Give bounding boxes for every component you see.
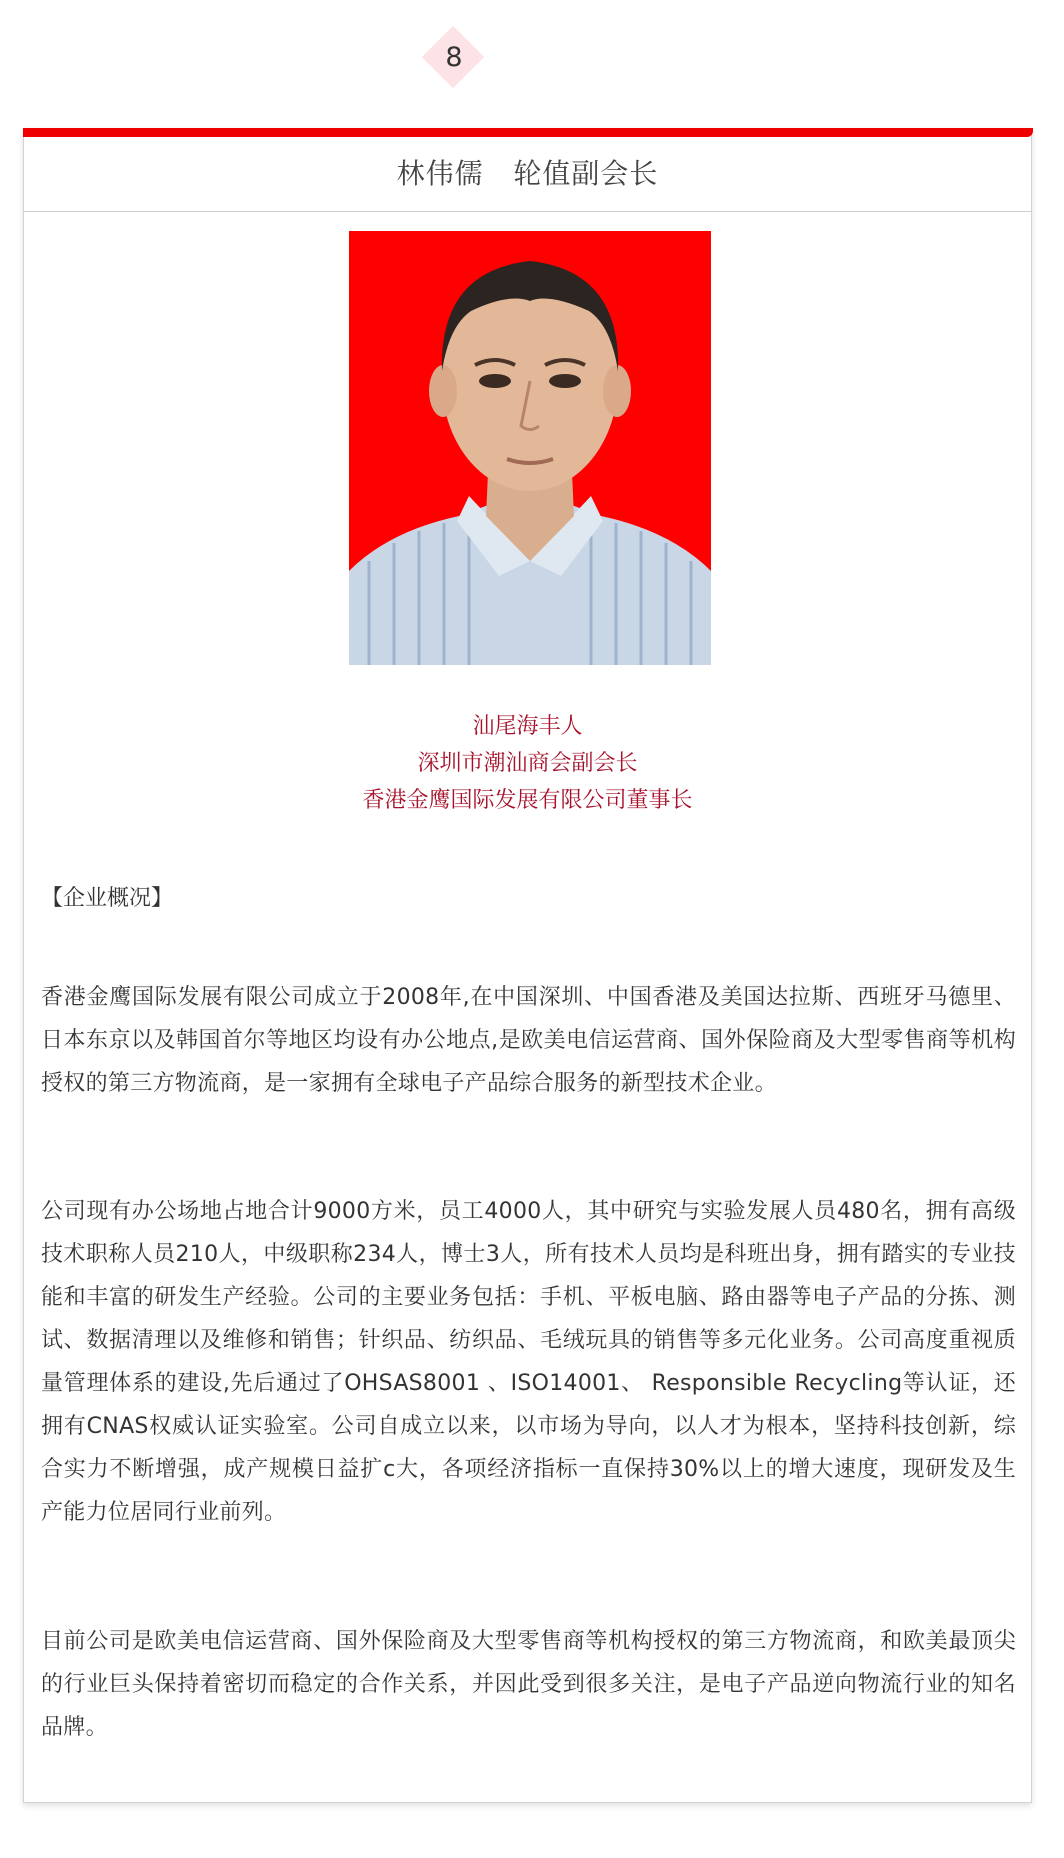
card-top-accent-bar [23, 128, 1033, 137]
paragraph-company-status: 目前公司是欧美电信运营商、国外保险商及大型零售商等机构授权的第三方物流商，和欧美最顶尖的行业巨头保持着密切而稳定的合作关系，并因此受到很多关注，是电子产品逆向物流行业的知名品牌。 [41, 1629, 1016, 1740]
profile-caption [24, 708, 1031, 819]
caption-line-hometown: 汕尾海丰人 [472, 714, 583, 739]
page-number: 8 [445, 42, 463, 73]
caption-line-chamber-role: 深圳市潮汕商会副会长 [417, 751, 638, 776]
portrait-illustration [349, 231, 711, 665]
profile-title [24, 137, 1031, 212]
paragraph-company-scale: 公司现有办公场地占地合计9000方米，员工4000人，其中研究与实验发展人员480名，拥有高级技术职称人员210人，中级职称234人，博士3人，所有技术人员均是科班出身，拥有踏实的专业技能和丰富的研发生产经验。公司的主要业务包括：手机、平板电脑、路由器等电子产品的分拣、测试、数据清理以及维修和销售；针织品、纺织品、毛绒玩具的销售等多元化业务。公司高度重视质量管理体系的建设,先后通过了OHSAS8001 、ISO14001、 Responsible Recycling等认证，还拥有CNAS权威认证实验室。公司自成立以来，以市场为导向，以人才为根本，坚持科技创新，综合实力不断增强，成产规模日益扩c大，各项经济指标一直保持30%以上的增大速度，现研发及生产能力位居同行业前列。 [41, 1199, 1016, 1525]
profile-card [23, 128, 1032, 1803]
page-number-badge [423, 27, 485, 89]
caption-line-company-role: 香港金鹰国际发展有限公司董事长 [362, 788, 693, 813]
paragraph-company-intro: 香港金鹰国际发展有限公司成立于2008年,在中国深圳、中国香港及美国达拉斯、西班牙马德里、日本东京以及韩国首尔等地区均设有办公地点,是欧美电信运营商、国外保险商及大型零售商等机构授权的第三方物流商，是一家拥有全球电子产品综合服务的新型技术企业。 [41, 985, 1016, 1096]
profile-title-text: 林伟儒 轮值副会长 [396, 157, 659, 190]
portrait-photo [349, 231, 711, 665]
section-heading: 【企业概况】 [41, 886, 174, 911]
